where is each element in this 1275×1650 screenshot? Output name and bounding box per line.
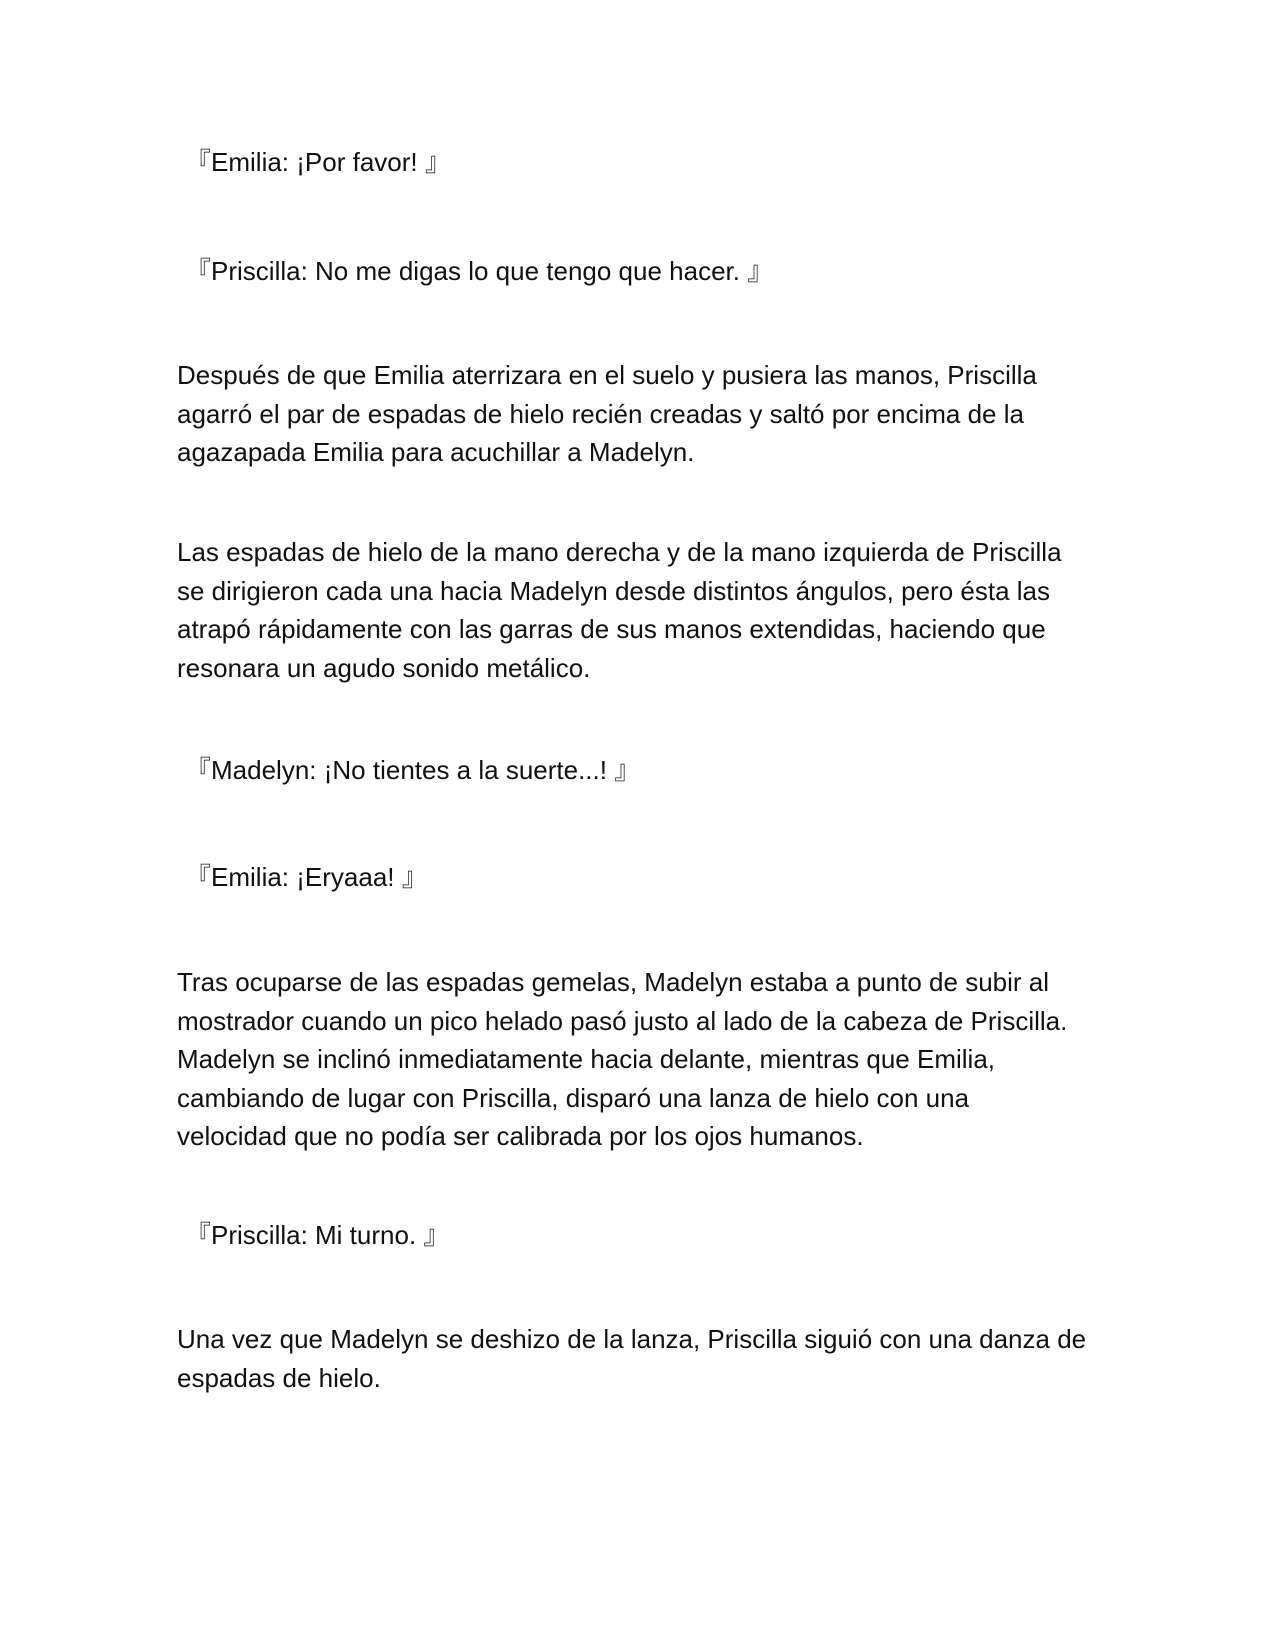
open-quote-bracket: 『 — [185, 1221, 212, 1251]
narrative-paragraph — [177, 356, 1097, 472]
narrative-paragraph — [177, 533, 1097, 687]
dialogue-text: Madelyn: ¡No tientes a la suerte...! — [211, 755, 615, 785]
dialogue-line — [185, 751, 640, 791]
paragraph-line: Después de que Emilia aterrizara en el suelo y pusiera las manos, Priscilla — [177, 360, 1037, 390]
close-quote-bracket: 』 — [424, 148, 451, 178]
paragraph-line: Las espadas de hielo de la mano derecha y de la mano izquierda de Priscilla — [177, 537, 1062, 567]
paragraph-line: se dirigieron cada una hacia Madelyn desde distintos ángulos, pero ésta las — [177, 575, 1050, 606]
paragraph-line: espadas de hielo. — [177, 1362, 381, 1393]
open-quote-bracket: 『 — [185, 863, 212, 893]
close-quote-bracket: 』 — [423, 1221, 450, 1251]
open-quote-bracket: 『 — [185, 756, 212, 786]
paragraph-line: Una vez que Madelyn se deshizo de la lanza, Priscilla siguió con una danza de — [177, 1324, 1087, 1354]
paragraph-line: atrapó rápidamente con las garras de sus manos extendidas, haciendo que — [177, 614, 1046, 644]
paragraph-line: Madelyn se inclinó inmediatamente hacia delante, mientras que Emilia, — [177, 1044, 995, 1074]
dialogue-line — [185, 1216, 449, 1256]
paragraph-line: Tras ocuparse de las espadas gemelas, Madelyn estaba a punto de subir al — [177, 967, 1050, 997]
close-quote-bracket: 』 — [401, 863, 428, 893]
open-quote-bracket: 『 — [185, 257, 212, 287]
paragraph-line: mostrador cuando un pico helado pasó justo al lado de la cabeza de Priscilla. — [177, 1005, 1068, 1036]
paragraph-line: cambiando de lugar con Priscilla, disparó una lanza de hielo con una — [177, 1082, 970, 1113]
dialogue-text: Priscilla: No me digas lo que tengo que hacer. — [211, 256, 748, 286]
dialogue-text: Emilia: ¡Por favor! — [211, 147, 425, 177]
paragraph-line: agazapada Emilia para acuchillar a Madelyn. — [177, 437, 695, 467]
paragraph-line: resonara un agudo sonido metálico. — [177, 652, 591, 683]
paragraph-line: velocidad que no podía ser calibrada por los ojos humanos. — [177, 1121, 864, 1151]
dialogue-text: Priscilla: Mi turno. — [211, 1220, 424, 1250]
close-quote-bracket: 』 — [614, 756, 641, 786]
close-quote-bracket: 』 — [747, 257, 774, 287]
dialogue-line — [185, 143, 451, 183]
dialogue-line — [185, 858, 428, 898]
dialogue-line — [185, 252, 773, 292]
open-quote-bracket: 『 — [185, 148, 212, 178]
paragraph-line: agarró el par de espadas de hielo recién creadas y saltó por encima de la — [177, 398, 1024, 429]
narrative-paragraph — [177, 1320, 1097, 1397]
dialogue-text: Emilia: ¡Eryaaa! — [211, 862, 402, 892]
narrative-paragraph — [177, 963, 1097, 1156]
